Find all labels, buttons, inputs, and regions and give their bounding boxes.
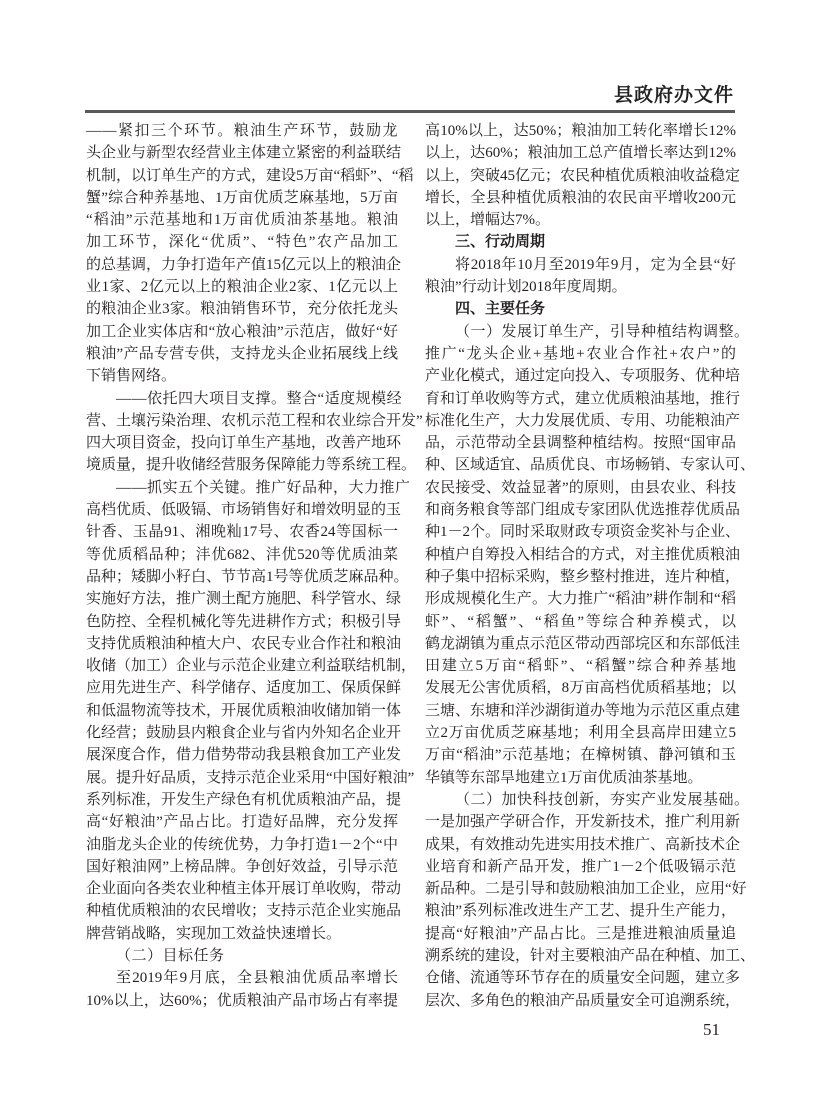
text-line: 的总基调，力争打造年产值15亿元以上的粮油企 bbox=[86, 256, 402, 273]
text-line: 境质量，提升收储经营服务保障能力等系统工程。 bbox=[86, 457, 417, 474]
text-line: 溯系统的建设，针对主要粮油产品在种植、加工、 bbox=[425, 947, 756, 964]
text-line: 头企业与新型农经营业主体建立紧密的利益联结 bbox=[86, 145, 402, 162]
text-line: 四、主要任务 bbox=[455, 300, 546, 318]
text-line: 新品种。二是引导和鼓励粮油加工企业，应用“好 bbox=[425, 881, 747, 898]
text-line: 粮油”行动计划2018年度周期。 bbox=[425, 279, 627, 296]
text-line: 系列标准，开发生产绿色有机优质粮油产品，提 bbox=[86, 791, 402, 808]
text-line: 虾”、“稻蟹”、“稻鱼”等综合种养模式，以 bbox=[425, 613, 736, 630]
text-line: 营、土壤污染治理、农机示范工程和农业综合开发” bbox=[86, 412, 423, 429]
right-text-column bbox=[425, 120, 756, 1012]
text-line: 展。提升好品质，支持示范企业采用“中国好粮油” bbox=[86, 769, 415, 786]
text-line: 形成规模化生产。大力推广“稻油”耕作制和“稻 bbox=[425, 591, 736, 608]
text-line: 万亩“稻油”示范基地；在樟树镇、静河镇和玉 bbox=[425, 747, 736, 764]
text-line: ——依托四大项目支撑。整合“适度规模经 bbox=[116, 390, 403, 407]
text-line: 至2019年9月底，全县粮油优质品率增长 bbox=[116, 970, 398, 987]
text-line: 高档优质、低吸镉、市场销售好和增效明显的玉 bbox=[86, 502, 402, 519]
text-line: 种子集中招标采购，整乡整村推进，连片种植， bbox=[425, 568, 741, 585]
text-line: 粮油”系列标准改进生产工艺、提升生产能力， bbox=[425, 903, 736, 920]
text-line: 以上，突破45亿元；农民种植优质粮油收益稳定 bbox=[425, 167, 741, 184]
text-line: 种植优质粮油的农民增收；支持示范企业实施品 bbox=[86, 903, 402, 920]
text-line: 品种；矮脚小籽白、节节高1号等优质芝麻品种。 bbox=[86, 568, 409, 585]
text-line: 产业化模式，通过定向投入、专项服务、优种培 bbox=[425, 368, 741, 385]
text-line: 牌营销战略，实现加工效益快速增长。 bbox=[86, 925, 342, 942]
text-line: 色防控、全程机械化等先进耕作方式；积极引导 bbox=[86, 613, 402, 630]
text-line: 高“好粮油”产品占比。打造好品牌，充分发挥 bbox=[86, 814, 398, 831]
text-line: （二）加快科技创新，夯实产业发展基础。 bbox=[455, 791, 750, 808]
text-line: 针香、玉晶91、湘晚籼17号、农香24等国标一 bbox=[86, 524, 398, 541]
text-line: 将2018年10月至2019年9月，定为全县“好 bbox=[455, 256, 736, 273]
text-line: 和商务粮食等部门组成专家团队优选推荐优质品 bbox=[425, 502, 741, 519]
text-line: 品，示范带动全县调整种植结构。按照“国审品 bbox=[425, 435, 736, 452]
text-line: 三、行动周期 bbox=[455, 233, 546, 251]
text-line: 立2万亩优质芝麻基地；利用全县高岸田建立5 bbox=[425, 725, 736, 742]
text-line: 以上，增幅达7%。 bbox=[425, 212, 550, 229]
text-line: 加工企业实体店和“放心粮油”示范店，做好“好 bbox=[86, 323, 398, 340]
text-line: （一）发展订单生产，引导种植结构调整。 bbox=[455, 323, 750, 340]
text-line: 增长，全县种植优质粮油的农民亩平增收200元 bbox=[425, 189, 736, 206]
text-line: 10%以上，达60%；优质粮油产品市场占有率提 bbox=[86, 992, 398, 1009]
text-line: 油脂龙头企业的传统优势，力争打造1－2个“中 bbox=[86, 836, 398, 853]
text-line: 化经营；鼓励县内粮食企业与省内外知名企业开 bbox=[86, 725, 402, 742]
text-line: 企业面向各类农业种植主体开展订单收购，带动 bbox=[86, 881, 402, 898]
text-line: 的粮油企业3家。粮油销售环节，充分依托龙头 bbox=[86, 301, 398, 318]
text-line: 加工环节，深化“优质”、“特色”农产品加工 bbox=[86, 234, 398, 251]
text-line: 支持优质粮油种植大户、农民专业合作社和粮油 bbox=[86, 635, 402, 652]
text-line: 仓储、流通等环节存在的质量安全问题，建立多 bbox=[425, 970, 741, 987]
text-line: 高10%以上，达50%；粮油加工转化率增长12% bbox=[425, 123, 736, 139]
text-line: 国好粮油网”上榜品牌。争创好效益，引导示范 bbox=[86, 858, 398, 875]
left-text-column bbox=[86, 120, 423, 1012]
text-line: 粮油”产品专营专供，支持龙头企业拓展线上线 bbox=[86, 345, 398, 362]
text-line: 田建立5万亩“稻虾”、“稻蟹”综合种养基地 bbox=[425, 658, 736, 675]
text-line: 鹤龙湖镇为重点示范区带动西部垸区和东部低洼 bbox=[425, 635, 741, 652]
text-line: 种、区域适宜、品质优良、市场畅销、专家认可、 bbox=[425, 457, 756, 474]
text-line: 标准化生产，大力发展优质、专用、功能粮油产 bbox=[425, 412, 741, 429]
text-line: ——紧扣三个环节。粮油生产环节，鼓励龙 bbox=[86, 123, 398, 139]
header-divider bbox=[85, 110, 735, 113]
text-line: 三塘、东塘和洋沙湖街道办等地为示范区重点建 bbox=[425, 702, 741, 719]
text-line: 一是加强产学研合作，开发新技术，推广利用新 bbox=[425, 814, 741, 831]
text-line: 以上，达60%；粮油加工总产值增长率达到12% bbox=[425, 145, 736, 162]
text-line: 育和订单收购等方式，建立优质粮油基地，推行 bbox=[425, 390, 741, 407]
text-line: 农民接受、效益显著”的原则，由县农业、科技 bbox=[425, 479, 736, 496]
text-line: 发展无公害优质稻，8万亩高档优质稻基地；以 bbox=[425, 680, 736, 697]
text-line: 蟹”综合种养基地、1万亩优质芝麻基地，5万亩 bbox=[86, 189, 398, 206]
text-line: 推广“龙头企业+基地+农业合作社+农户”的 bbox=[425, 345, 736, 362]
text-line: 业1家、2亿元以上的粮油企业2家、1亿元以上 bbox=[86, 279, 398, 296]
text-line: 收储（加工）企业与示范企业建立利益联结机制， bbox=[86, 658, 417, 675]
section-header-title: 县政府办文件 bbox=[613, 85, 734, 106]
text-line: 提高“好粮油”产品占比。三是推进粮油质量追 bbox=[425, 925, 736, 942]
text-line: 业培育和新产品开发，推广1－2个低吸镉示范 bbox=[425, 858, 736, 875]
text-line: 机制，以订单生产的方式，建设5万亩“稻虾”、“稻 bbox=[86, 167, 414, 184]
text-line: 成果，有效推动先进实用技术推广、高新技术企 bbox=[425, 836, 741, 853]
text-line: 和低温物流等技术，开展优质粮油收储加销一体 bbox=[86, 702, 402, 719]
text-line: （二）目标任务 bbox=[116, 947, 225, 964]
text-line: ——抓实五个关键。推广好品种，大力推广 bbox=[116, 479, 411, 496]
text-line: 下销售网络。 bbox=[86, 368, 177, 385]
text-line: 种植户自筹投入相结合的方式，对主推优质粮油 bbox=[425, 546, 741, 563]
text-line: 四大项目资金，投向订单生产基地，改善产地环 bbox=[86, 435, 402, 452]
text-line: 层次、多角色的粮油产品质量安全可追溯系统， bbox=[425, 992, 741, 1009]
text-line: 应用先进生产、科学储存、适度加工、保质保鲜 bbox=[86, 680, 402, 697]
text-line: 展深度合作，借力借势带动我县粮食加工产业发 bbox=[86, 747, 402, 764]
text-line: “稻油”示范基地和1万亩优质油茶基地。粮油 bbox=[86, 212, 398, 229]
text-line: 种1－2个。同时采取财政专项资金奖补与企业、 bbox=[425, 524, 741, 541]
page-number: 51 bbox=[703, 1020, 720, 1039]
text-line: 实施好方法，推广测土配方施肥、科学管水、绿 bbox=[86, 591, 402, 608]
text-line: 等优质稻品种；沣优682、沣优520等优质油菜 bbox=[86, 546, 398, 563]
text-line: 华镇等东部旱地建立1万亩优质油茶基地。 bbox=[425, 769, 703, 786]
